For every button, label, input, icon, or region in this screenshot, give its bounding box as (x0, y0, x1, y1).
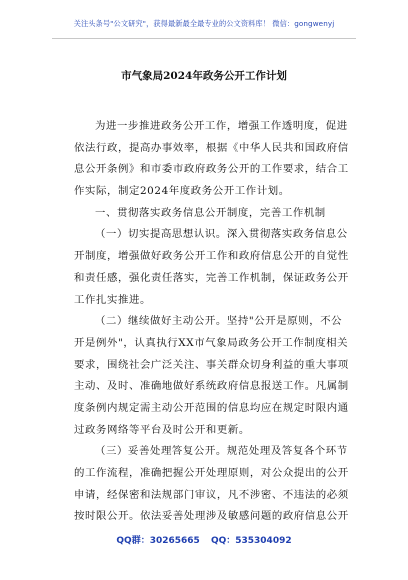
body-line: 作实际，制定2024年度政务公开工作计划。 (74, 185, 290, 198)
body-line: 主动、及时、准确地做好系统政府信息报送工作。凡属制 (74, 380, 349, 393)
body-line: 要求，围绕社会广泛关注、事关群众切身利益的重大事项 (74, 358, 349, 371)
body-line: （二）继续做好主动公开。坚持"公开是原则，不公 (95, 315, 343, 328)
body-line: 依法行政，提高办事效率，根据《中华人民共和国政府信 (74, 141, 349, 154)
body-line: （一）切实提高思想认识。深入贯彻落实政务信息公 (95, 228, 348, 241)
document-title: 市气象局2024年政务公开工作计划 (121, 70, 287, 82)
body-line: （三）妥善处理答复公开。规范处理及答复各个环节 (95, 445, 348, 458)
body-line: 开制度，增强做好政务公开工作和政府信息公开的自觉性 (74, 250, 349, 263)
footer-contact (0, 533, 408, 546)
footer-qq: QQ：535304092 (210, 536, 292, 546)
document-body (74, 116, 349, 528)
body-line: 和责任感，强化责任落实，完善工作机制，保证政务公开 (74, 271, 349, 284)
body-line: 申请，经保密和法规部门审议，凡不涉密、不违法的必须 (74, 488, 349, 501)
header-divider (52, 38, 356, 39)
header-banner: 关注头条号"公文研究"，获得最新最全最专业的公文资料库！ 微信：gongwenyj (73, 19, 335, 28)
body-line: 息公开条例》和市委市政府政务公开的工作要求，结合工 (74, 163, 349, 176)
body-line: 度条例内规定需主动公开范围的信息均应在规定时限内通 (74, 401, 349, 414)
body-line: 按时限公开。依法妥善处理涉及敏感问题的政府信息公开 (74, 510, 349, 523)
body-line: 为进一步推进政务公开工作，增强工作透明度，促进 (95, 120, 348, 132)
body-line: 一、贯彻落实政务信息公开制度，完善工作机制 (95, 206, 326, 219)
body-line: 工作扎实推进。 (74, 293, 151, 306)
footer-qq-group: QQ群：30265665 (116, 536, 200, 546)
body-line: 的工作流程，准确把握公开处理原则，对公众提出的公开 (74, 467, 349, 479)
body-line: 开是例外"，认真执行XX市气象局政务公开工作制度相关 (74, 336, 349, 349)
body-line: 过政务网络等平台及时公开和更新。 (74, 423, 250, 436)
